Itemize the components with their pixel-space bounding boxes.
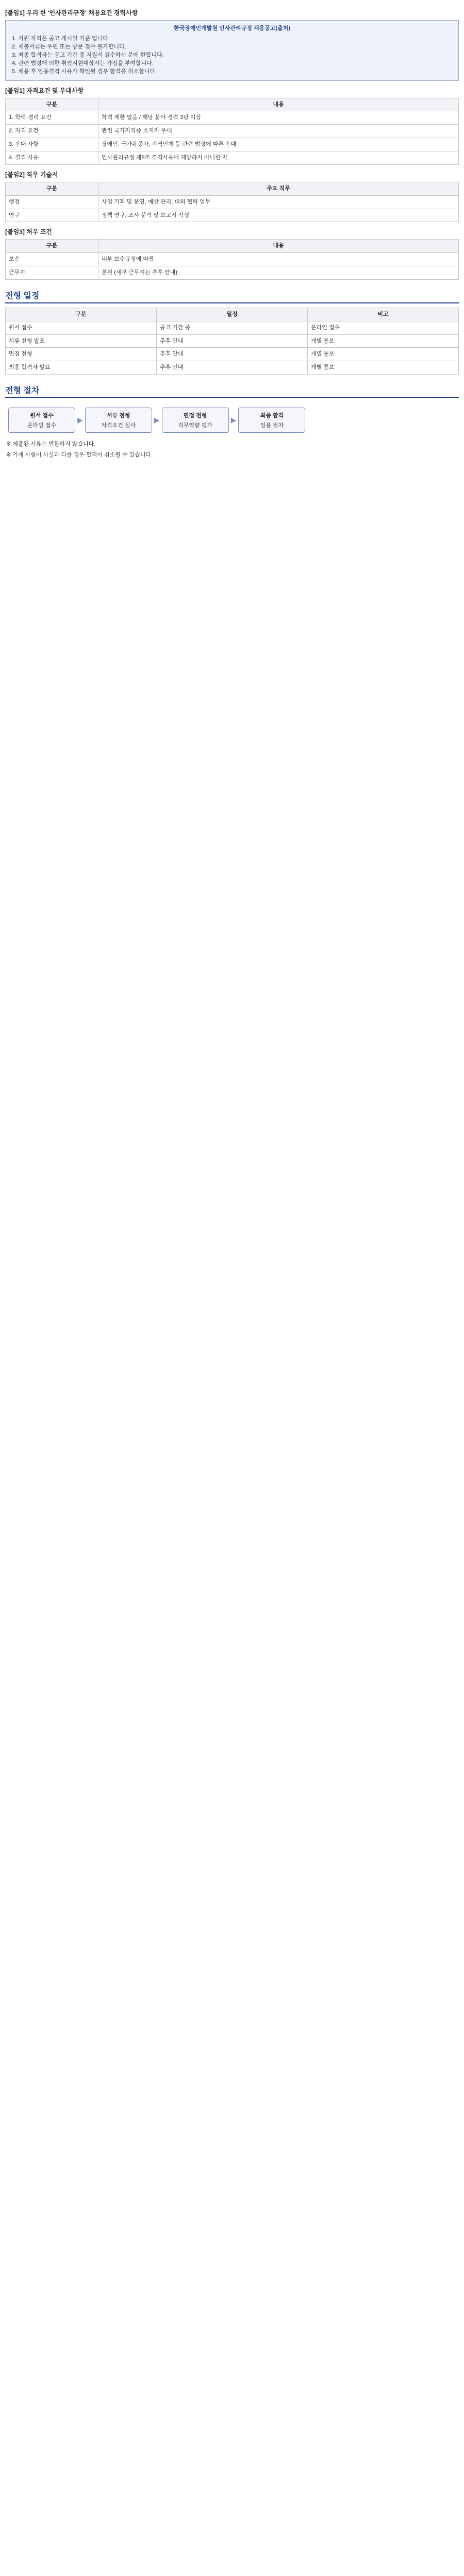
table-cell: 4. 결격 사유 <box>6 151 98 165</box>
arrow-right-icon: ▶ <box>77 416 83 425</box>
table-row <box>6 253 459 266</box>
table-cell: 본원 (세부 근무지는 추후 안내) <box>98 266 459 280</box>
notice-box <box>5 20 459 81</box>
notice-line: 1. 지원 자격은 공고 게시일 기준 입니다. <box>12 35 110 42</box>
table-header: 구분 <box>6 182 98 195</box>
table-cell: 사업 기획 및 운영, 예산 관리, 대외 협력 업무 <box>98 195 459 209</box>
table-cell: 공고 기간 중 <box>157 321 308 334</box>
notice-box-title: 한국장애인개발원 인사관리규정 채용공고(출처) <box>174 25 290 31</box>
table-cell: 개별 통보 <box>308 334 459 348</box>
table-cell: 장애인, 국가유공자, 지역인재 등 관련 법령에 따른 우대 <box>98 138 459 151</box>
table-row <box>6 111 459 125</box>
arrow-right-icon: ▶ <box>230 416 237 425</box>
table-cell: 보수 <box>6 253 98 266</box>
process-step-title: 서류 전형 <box>107 413 130 419</box>
table-cell: 근무지 <box>6 266 98 280</box>
process-step-title: 면접 전형 <box>183 413 207 419</box>
process-step-desc: 자격요건 심사 <box>101 422 136 429</box>
arrow-right-icon: ▶ <box>154 416 160 425</box>
notice-header: [붙임1] 우리 한 '인사관리규정' 채용요건 경력사항 <box>5 9 138 16</box>
sec3-title: [붙임3] 처우 조건 <box>5 228 52 236</box>
process-step-desc: 온라인 접수 <box>27 422 57 429</box>
table-cell: 인사관리규정 제8조 결격사유에 해당하지 아니한 자 <box>98 151 459 165</box>
table-header: 내용 <box>98 240 459 253</box>
table-row <box>6 348 459 361</box>
table-cell: 개별 통보 <box>308 361 459 375</box>
table-cell: 추후 안내 <box>157 348 308 361</box>
table-cell: 서류 전형 발표 <box>6 334 157 348</box>
table-row <box>6 195 459 209</box>
table-cell: 관련 국가자격증 소지자 우대 <box>98 125 459 138</box>
table-cell: 연구 <box>6 209 98 222</box>
table-cell: 온라인 접수 <box>308 321 459 334</box>
note: ※ 기재 사항이 사실과 다를 경우 합격이 취소될 수 있습니다. <box>6 451 153 458</box>
table-cell: 1. 학력·경력 요건 <box>6 111 98 125</box>
process-step-title: 최종 합격 <box>260 413 284 419</box>
table-row <box>6 138 459 151</box>
table-row <box>6 209 459 222</box>
table-cell: 행정 <box>6 195 98 209</box>
table-header: 구분 <box>6 308 157 321</box>
process-step <box>238 408 305 433</box>
process-step <box>8 408 75 433</box>
table-cell: 정책 연구, 조사 분석 및 보고서 작성 <box>98 209 459 222</box>
notice-line: 4. 관련 법령에 의한 취업지원대상자는 가점을 부여합니다. <box>12 60 154 66</box>
table-cell: 추후 안내 <box>157 334 308 348</box>
table-header: 내용 <box>98 98 459 111</box>
page <box>5 0 459 459</box>
table-header: 구분 <box>6 98 98 111</box>
schedule-title: 전형 일정 <box>5 289 459 303</box>
table-cell: 추후 안내 <box>157 361 308 375</box>
table-header: 일정 <box>157 308 308 321</box>
table-row <box>6 125 459 138</box>
table-cell: 학력 제한 없음 / 해당 분야 경력 3년 이상 <box>98 111 459 125</box>
table-cell: 원서 접수 <box>6 321 157 334</box>
table-row <box>6 361 459 375</box>
process-flow <box>5 402 459 438</box>
sec1-table <box>5 98 459 165</box>
table-cell: 2. 자격 요건 <box>6 125 98 138</box>
table-cell: 최종 합격자 발표 <box>6 361 157 375</box>
note: ※ 제출된 서류는 반환하지 않습니다. <box>6 441 96 448</box>
table-row <box>6 334 459 348</box>
process-step <box>85 408 152 433</box>
schedule-table <box>5 308 459 375</box>
sec2-title: [붙임2] 직무 기술서 <box>5 171 58 178</box>
process-title: 전형 절차 <box>5 384 459 398</box>
table-header: 비고 <box>308 308 459 321</box>
table-cell: 내부 보수규정에 따름 <box>98 253 459 266</box>
process-step <box>162 408 229 433</box>
notice-line: 2. 제출서류는 우편 또는 방문 접수 불가합니다. <box>12 43 126 50</box>
process-step-desc: 임용 절차 <box>260 422 284 429</box>
sec2-table <box>5 182 459 223</box>
notice-line: 5. 채용 후 임용결격 사유가 확인될 경우 합격을 취소합니다. <box>12 68 157 75</box>
notice-line: 3. 최종 합격자는 공고 기간 중 지원서 접수하신 분에 한합니다. <box>12 52 164 58</box>
process-step-desc: 직무역량 평가 <box>178 422 212 429</box>
table-row <box>6 151 459 165</box>
table-row <box>6 321 459 334</box>
table-cell: 3. 우대 사항 <box>6 138 98 151</box>
table-row <box>6 266 459 280</box>
sec3-table <box>5 239 459 280</box>
process-step-title: 원서 접수 <box>30 413 54 419</box>
table-header: 구분 <box>6 240 98 253</box>
table-header: 주요 직무 <box>98 182 459 195</box>
table-cell: 개별 통보 <box>308 348 459 361</box>
table-cell: 면접 전형 <box>6 348 157 361</box>
sec1-title: [붙임1] 자격요건 및 우대사항 <box>5 87 84 94</box>
